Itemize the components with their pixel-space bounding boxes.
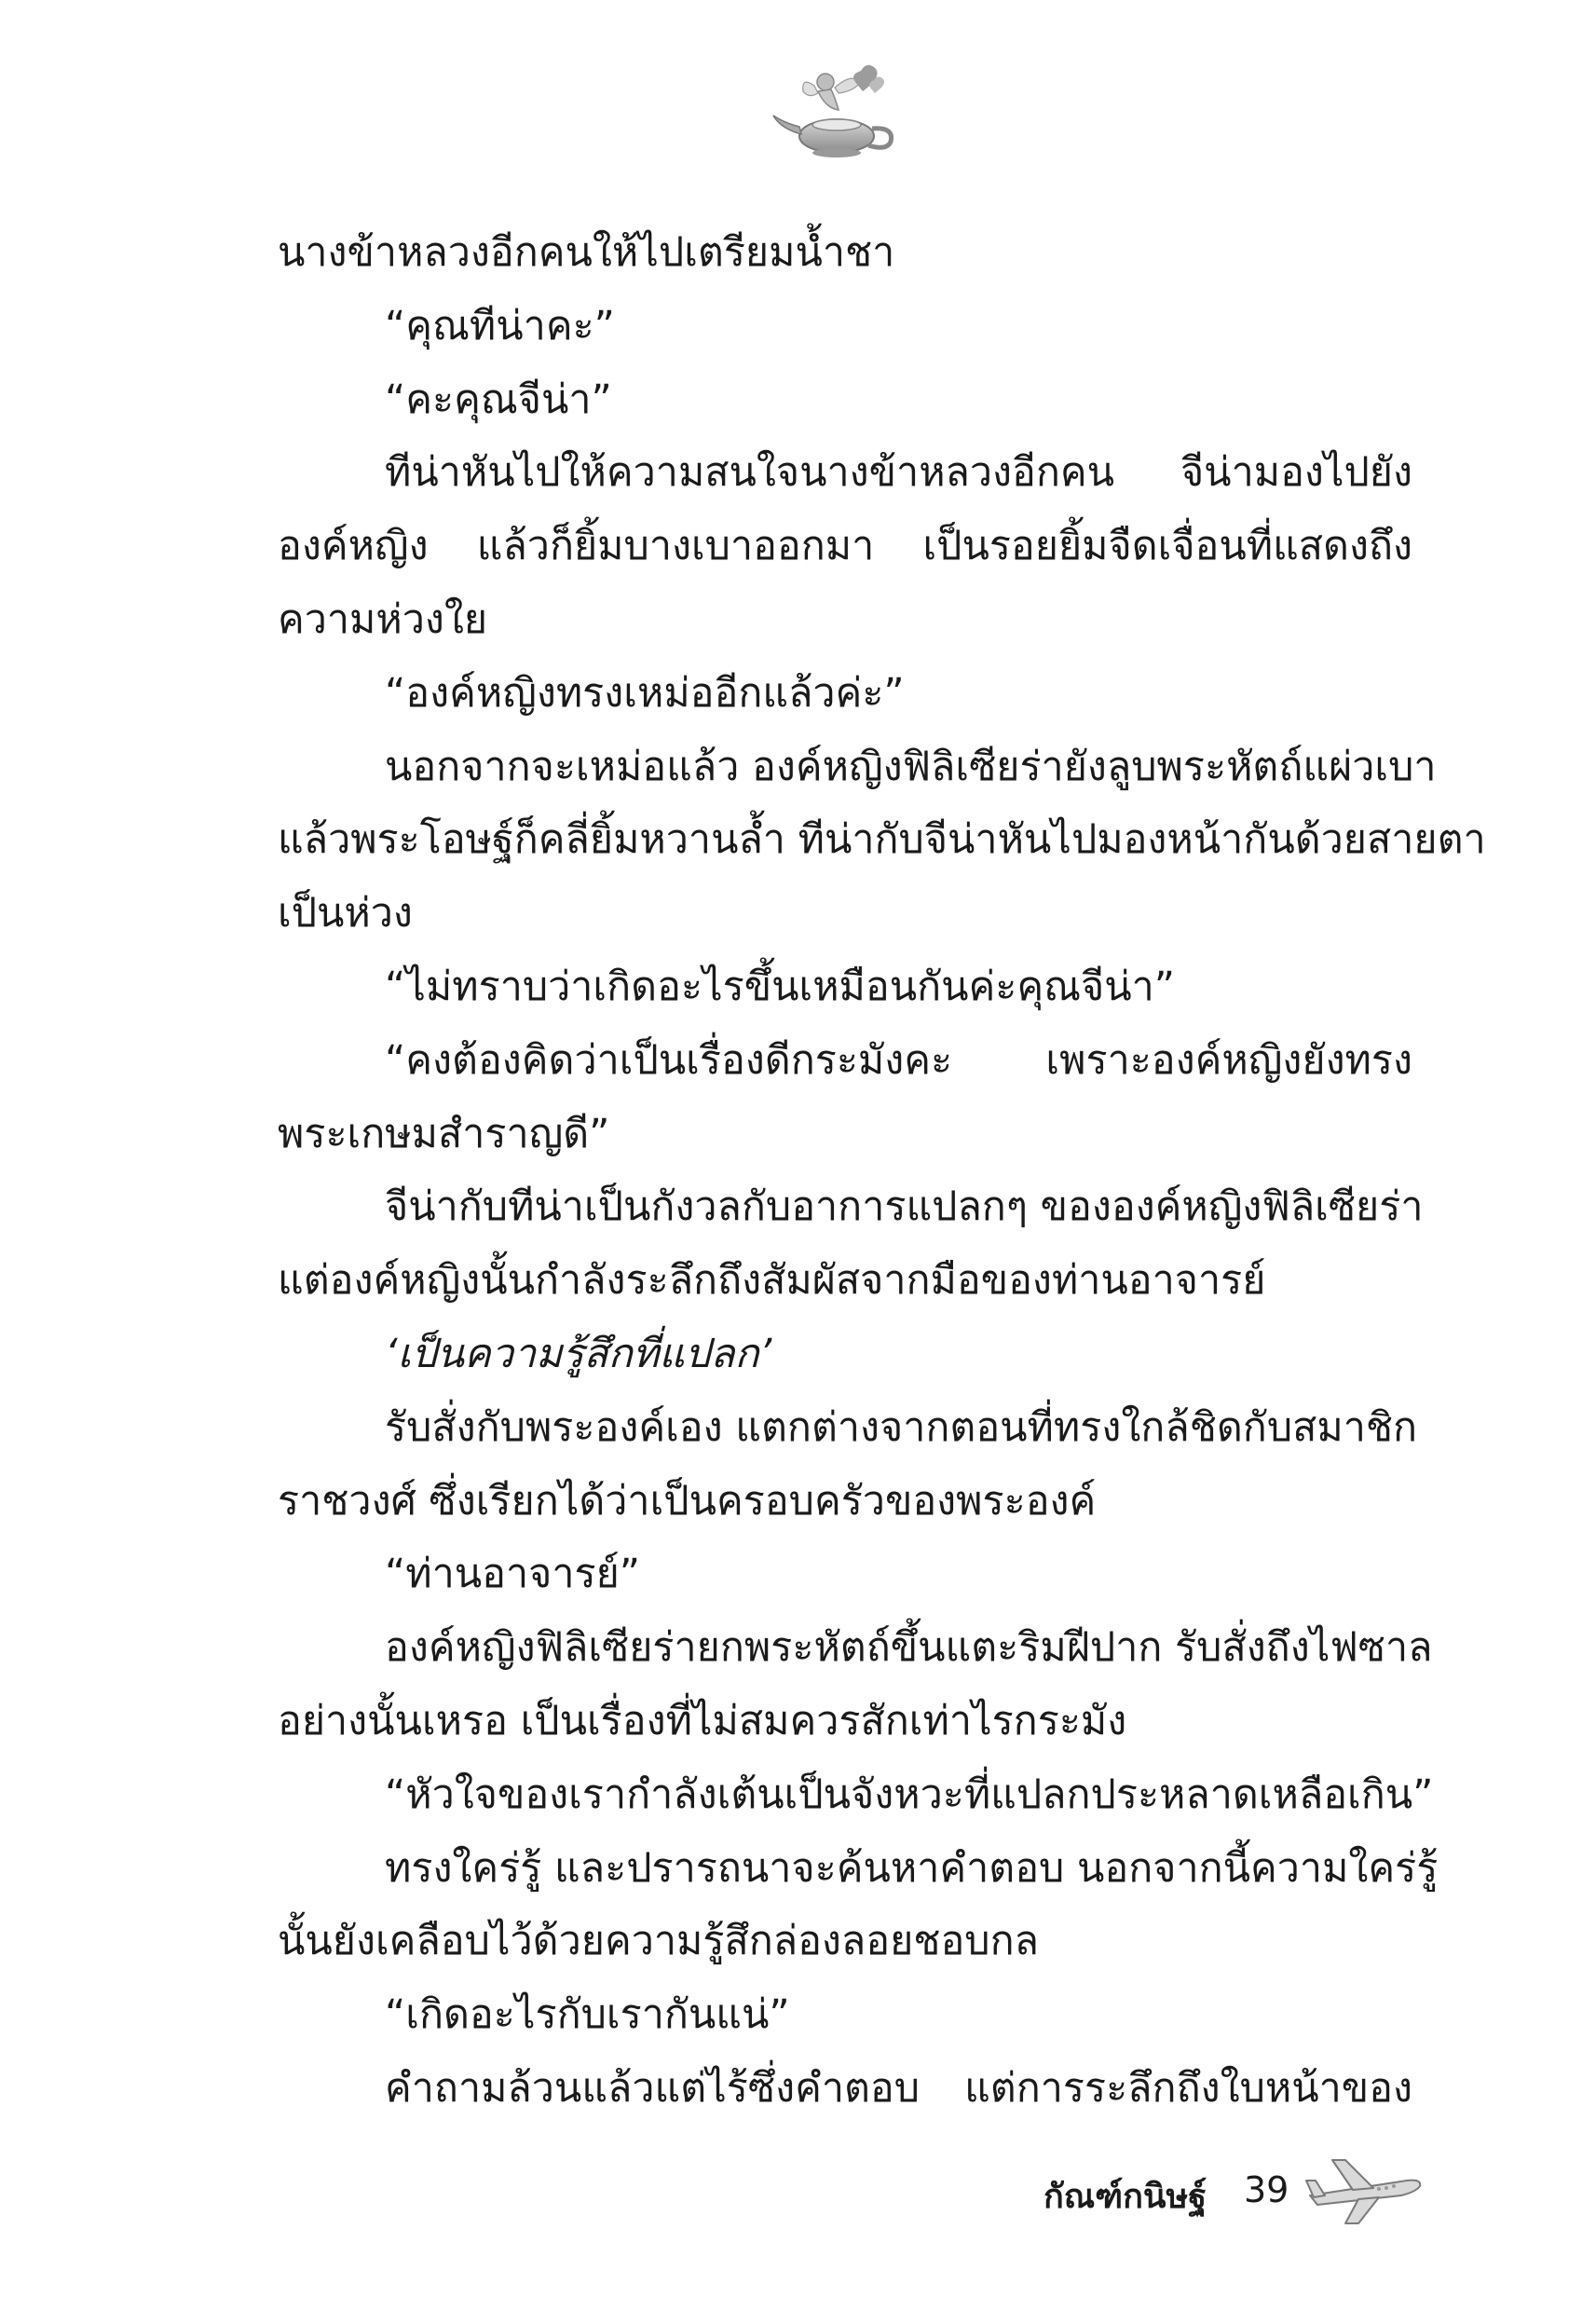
text-line: นั้นยังเคลือบไว้ด้วยความรู้สึกล่องลอยชอบกล xyxy=(278,1918,1039,1965)
text-line: “คุณทีน่าคะ” xyxy=(385,302,615,349)
text-line: พระเกษมสำราญดี” xyxy=(278,1110,610,1157)
text-line: ‘เป็นความรู้สึกที่แปลก’ xyxy=(385,1330,772,1377)
text-line: ทีน่าหันไปให้ความสนใจนางข้าหลวงอีกคน จีน่ามองไปยัง xyxy=(385,449,1412,497)
text-line: “ไม่ทราบว่าเกิดอะไรขึ้นเหมือนกันค่ะคุณจีน่า” xyxy=(385,963,1176,1010)
text-line: นอกจากจะเหม่อแล้ว องค์หญิงฟิลิเซียร่ายังลูบพระหัตถ์แผ่วเบา xyxy=(385,743,1437,790)
text-line: องค์หญิง แล้วก็ยิ้มบางเบาออกมา เป็นรอยยิ้มจืดเจื่อนที่แสดงถึง xyxy=(278,523,1412,570)
text-line: “คงต้องคิดว่าเป็นเรื่องดีกระมังคะ เพราะองค์หญิงยังทรง xyxy=(385,1036,1412,1084)
cupid-teapot-icon xyxy=(764,54,904,166)
text-line: “หัวใจของเรากำลังเต้นเป็นจังหวะที่แปลกประหลาดเหลือเกิน” xyxy=(385,1771,1434,1818)
text-line: แต่องค์หญิงนั้นกำลังระลึกถึงสัมผัสจากมือของท่านอาจารย์ xyxy=(278,1257,1266,1305)
text-line: “ท่านอาจารย์” xyxy=(385,1551,641,1598)
page-footer xyxy=(1025,2143,1453,2246)
text-line: รับสั่งกับพระองค์เอง แตกต่างจากตอนที่ทรงใกล้ชิดกับสมาชิก xyxy=(385,1403,1418,1451)
text-line: เป็นห่วง xyxy=(278,890,413,937)
text-line: อย่างนั้นเหรอ เป็นเรื่องที่ไม่สมควรสักเท่าไรกระมัง xyxy=(278,1697,1127,1744)
text-line: “องค์หญิงทรงเหม่ออีกแล้วค่ะ” xyxy=(385,669,905,717)
text-line: แล้วพระโอษฐ์ก็คลี่ยิ้มหวานล้ำ ทีน่ากับจีน่าหันไปมองหน้ากันด้วยสายตา xyxy=(278,816,1486,864)
text-line: องค์หญิงฟิลิเซียร่ายกพระหัตถ์ขึ้นแตะริมฝีปาก รับสั่งถึงไฟซาล xyxy=(385,1624,1433,1672)
book-title: กัณฑ์กนิษฐ์ xyxy=(1044,2178,1207,2216)
text-line: จีน่ากับทีน่าเป็นกังวลกับอาการแปลกๆ ขององค์หญิงฟิลิเซียร่า xyxy=(385,1183,1424,1231)
page-number: 39 xyxy=(1244,2169,1289,2210)
text-line: นางข้าหลวงอีกคนให้ไปเตรียมน้ำชา xyxy=(278,229,895,276)
text-line: ราชวงศ์ ซึ่งเรียกได้ว่าเป็นครอบครัวของพระองค์ xyxy=(278,1477,1097,1525)
airplane-icon xyxy=(1304,2153,1425,2227)
text-line: “เกิดอะไรกับเรากันแน่” xyxy=(385,1991,790,2039)
text-line: “คะคุณจีน่า” xyxy=(385,376,612,423)
text-line: คำถามล้วนแล้วแต่ไร้ซึ่งคำตอบ แต่การระลึกถึงใบหน้าของ xyxy=(385,2064,1412,2112)
body-text xyxy=(278,216,1486,2126)
text-line: ทรงใคร่รู้ และปรารถนาจะค้นหาคำตอบ นอกจากนี้ความใคร่รู้ xyxy=(385,1844,1439,1892)
text-line: ความห่วงใย xyxy=(278,595,488,643)
